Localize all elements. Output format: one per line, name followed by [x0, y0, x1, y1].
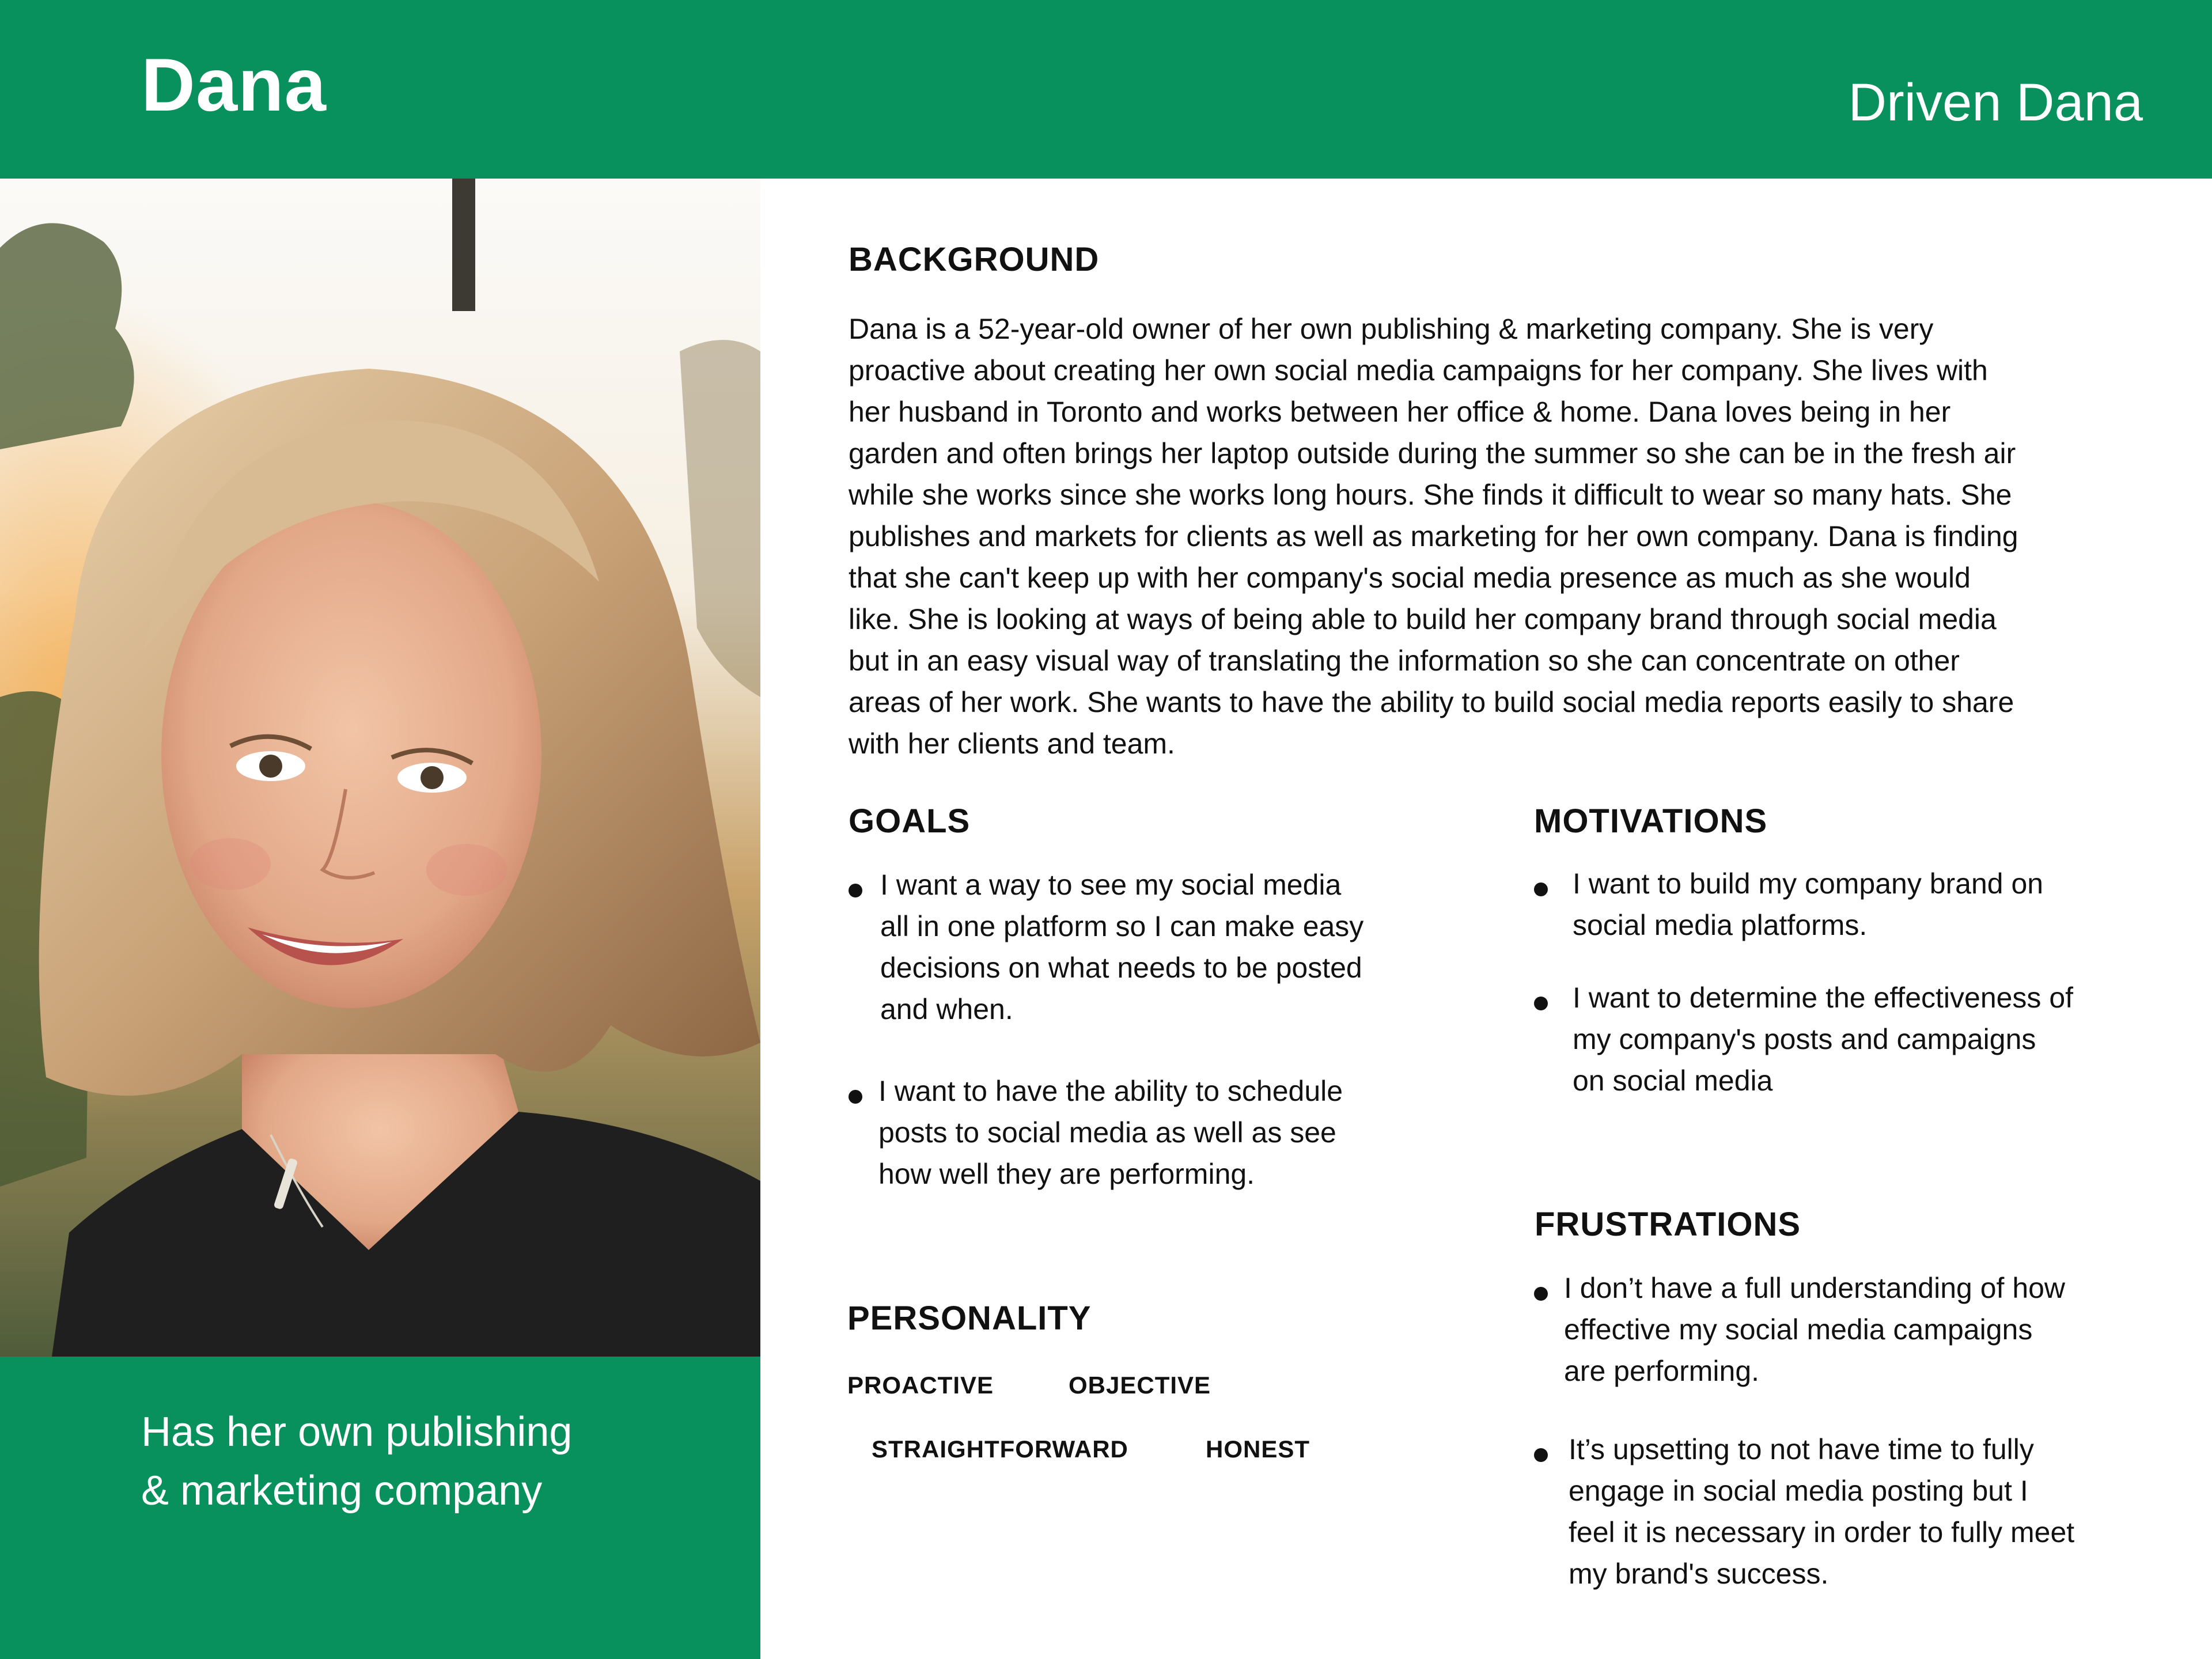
bullet-icon: [849, 1090, 862, 1104]
background-line: her husband in Toronto and works between her office & home. Dana loves being in her: [849, 396, 1951, 428]
frustration-line: engage in social media posting but I: [1569, 1475, 2028, 1507]
trait-label: PROACTIVE: [847, 1372, 994, 1399]
motivations-list: [1534, 863, 2139, 1122]
motivation-line: on social media: [1573, 1065, 1773, 1097]
motivation-line: social media platforms.: [1573, 909, 1868, 941]
background-line: publishes and markets for clients as well as marketing for her own company. Dana is finding: [849, 520, 2018, 552]
frustration-line: feel it is necessary in order to fully meet: [1569, 1516, 2075, 1548]
bullet-icon: [849, 884, 862, 897]
goal-line: I want a way to see my social media: [880, 869, 1342, 901]
background-line: proactive about creating her own social media campaigns for her company. She lives with: [849, 354, 1988, 387]
persona-tagline: Driven Dana: [1848, 73, 2143, 132]
goal-line: all in one platform so I can make easy: [880, 910, 1364, 942]
persona-photo: [0, 179, 760, 1357]
motivation-line: my company's posts and campaigns: [1573, 1023, 2036, 1055]
frustration-line: It’s upsetting to not have time to fully: [1569, 1433, 2034, 1465]
bullet-icon: [1534, 997, 1548, 1010]
persona-name: Dana: [141, 43, 327, 127]
background-line: while she works since she works long hours. She finds it difficult to wear so many hats. She: [849, 479, 2012, 511]
goals-heading: GOALS: [849, 802, 971, 840]
goal-line: how well they are performing.: [878, 1158, 1255, 1190]
background-line: but in an easy visual way of translating the information so she can concentrate on other: [849, 645, 1960, 677]
background-paragraph: [849, 308, 2139, 764]
motivations-heading: MOTIVATIONS: [1534, 802, 1768, 840]
frustration-line: I don’t have a full understanding of how: [1564, 1272, 2066, 1304]
personality-heading: PERSONALITY: [847, 1300, 1092, 1337]
background-line: areas of her work. She wants to have the ability to build social media reports easily to share: [849, 686, 2014, 718]
frustration-line: are performing.: [1564, 1355, 1760, 1387]
background-line: with her clients and team.: [849, 728, 1175, 760]
background-line: Dana is a 52-year-old owner of her own publishing & marketing company. She is very: [849, 313, 1934, 345]
trait-label: OBJECTIVE: [1069, 1372, 1211, 1399]
frustration-line: my brand's success.: [1569, 1558, 1829, 1590]
goal-line: posts to social media as well as see: [878, 1116, 1336, 1149]
frustration-line: effective my social media campaigns: [1564, 1313, 2033, 1346]
goals-list: [849, 864, 1425, 1210]
motivation-line: I want to determine the effectiveness of: [1573, 982, 2074, 1014]
caption-line: & marketing company: [141, 1468, 543, 1514]
goal-line: decisions on what needs to be posted: [880, 952, 1362, 984]
trait-label: STRAIGHTFORWARD: [872, 1435, 1128, 1463]
bullet-icon: [1534, 1287, 1548, 1301]
background-line: that she can't keep up with her company's social media presence as much as she would: [849, 562, 1971, 594]
trait-label: HONEST: [1206, 1435, 1310, 1463]
header-bar: [0, 0, 2212, 179]
background-heading: BACKGROUND: [849, 241, 1100, 278]
goal-line: I want to have the ability to schedule: [878, 1075, 1343, 1107]
bullet-icon: [1534, 882, 1548, 896]
frustrations-heading: FRUSTRATIONS: [1535, 1206, 1801, 1243]
caption-line: Has her own publishing: [141, 1409, 573, 1455]
caption-panel: [0, 1357, 760, 1659]
background-line: like. She is looking at ways of being able to build her company brand through social media: [849, 603, 1997, 635]
motivation-line: I want to build my company brand on: [1573, 868, 2044, 900]
background-line: garden and often brings her laptop outside during the summer so she can be in the fresh air: [849, 437, 2016, 469]
goal-line: and when.: [880, 993, 1013, 1025]
bullet-icon: [1534, 1448, 1548, 1462]
frustrations-list: [1534, 1267, 2150, 1613]
